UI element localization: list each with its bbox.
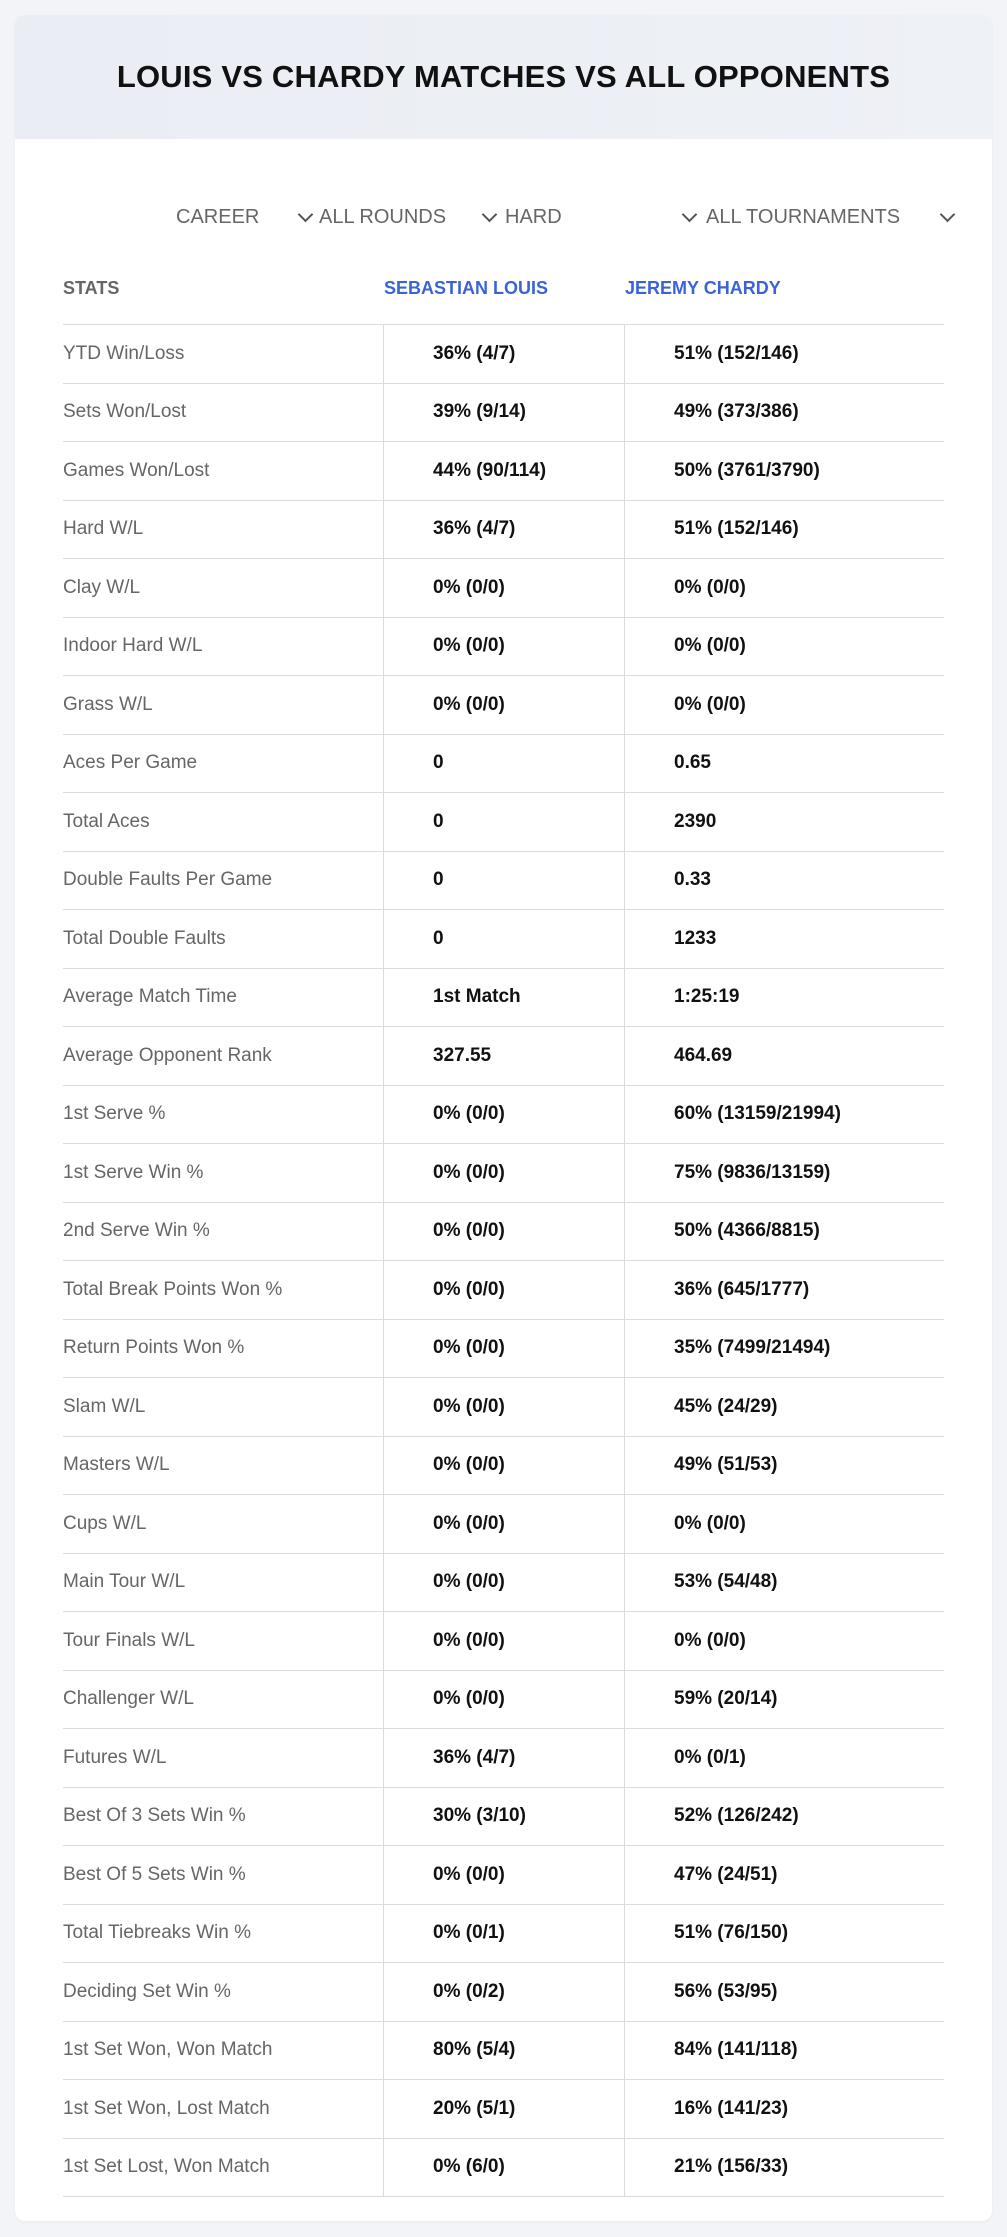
player1-value: 0% (0/0) xyxy=(383,676,624,734)
table-row xyxy=(63,1378,944,1437)
stat-label: Slam W/L xyxy=(63,1395,146,1417)
player2-value: 0% (0/0) xyxy=(624,1495,944,1553)
table-row xyxy=(63,2022,944,2081)
chevron-down-icon xyxy=(298,206,314,222)
stat-label: Indoor Hard W/L xyxy=(63,635,203,657)
player1-value: 0 xyxy=(383,735,624,793)
player2-value: 51% (152/146) xyxy=(624,325,944,383)
stat-label: 1st Set Won, Lost Match xyxy=(63,2097,270,2119)
stat-label: Masters W/L xyxy=(63,1454,170,1476)
period-select-value: CAREER xyxy=(176,205,260,228)
player1-value: 327.55 xyxy=(383,1027,624,1085)
stat-label: 2nd Serve Win % xyxy=(63,1220,210,1242)
player2-value: 0% (0/0) xyxy=(624,676,944,734)
stat-label: 1st Serve % xyxy=(63,1103,166,1125)
table-row xyxy=(63,384,944,443)
player1-value: 0% (0/1) xyxy=(383,1905,624,1963)
player2-value: 1233 xyxy=(624,910,944,968)
round-select-value: ALL ROUNDS xyxy=(319,205,447,228)
filter-bar xyxy=(15,187,992,247)
round-select[interactable] xyxy=(319,187,495,247)
player1-value: 0% (0/0) xyxy=(383,1846,624,1904)
player1-value: 0% (0/0) xyxy=(383,618,624,676)
player1-value: 36% (4/7) xyxy=(383,325,624,383)
table-row xyxy=(63,969,944,1028)
stat-label: Games Won/Lost xyxy=(63,459,210,481)
stat-label: 1st Serve Win % xyxy=(63,1161,204,1183)
stat-label: Best Of 3 Sets Win % xyxy=(63,1805,246,1827)
player1-value: 0 xyxy=(383,852,624,910)
stats-column-header: STATS xyxy=(63,277,120,298)
table-row xyxy=(63,325,944,384)
player1-value: 0 xyxy=(383,910,624,968)
stats-card xyxy=(15,15,992,2221)
chevron-down-icon xyxy=(482,206,498,222)
table-row xyxy=(63,1086,944,1145)
player2-value: 56% (53/95) xyxy=(624,1963,944,2021)
player1-value: 0% (0/0) xyxy=(383,1144,624,1202)
period-select[interactable] xyxy=(176,187,311,247)
tournament-select[interactable] xyxy=(706,187,953,247)
stat-label: Clay W/L xyxy=(63,576,141,598)
table-row xyxy=(63,1261,944,1320)
surface-select[interactable] xyxy=(505,187,695,247)
player2-value: 47% (24/51) xyxy=(624,1846,944,1904)
player2-value: 59% (20/14) xyxy=(624,1671,944,1729)
player1-value: 0% (0/2) xyxy=(383,1963,624,2021)
player1-value: 0 xyxy=(383,793,624,851)
table-row xyxy=(63,1671,944,1730)
player1-value: 0% (0/0) xyxy=(383,1437,624,1495)
player2-value: 0.65 xyxy=(624,735,944,793)
page-title: LOUIS VS CHARDY MATCHES VS ALL OPPONENTS xyxy=(116,59,891,94)
table-row xyxy=(63,442,944,501)
stat-label: Best Of 5 Sets Win % xyxy=(63,1863,246,1885)
table-row xyxy=(63,793,944,852)
table-row xyxy=(63,1612,944,1671)
surface-select-value: HARD xyxy=(505,205,562,228)
player2-value: 0% (0/0) xyxy=(624,1612,944,1670)
player2-value: 49% (373/386) xyxy=(624,384,944,442)
player1-value: 80% (5/4) xyxy=(383,2022,624,2080)
stat-label: Futures W/L xyxy=(63,1746,167,1768)
stat-label: Average Opponent Rank xyxy=(63,1044,272,1066)
player1-value: 30% (3/10) xyxy=(383,1788,624,1846)
player1-value: 1st Match xyxy=(383,969,624,1027)
player2-column-header[interactable]: JEREMY CHARDY xyxy=(625,277,781,298)
table-row xyxy=(63,852,944,911)
player2-value: 50% (3761/3790) xyxy=(624,442,944,500)
player2-value: 52% (126/242) xyxy=(624,1788,944,1846)
stat-label: Total Aces xyxy=(63,810,150,832)
player1-value: 0% (0/0) xyxy=(383,1203,624,1261)
table-row xyxy=(63,1554,944,1613)
player2-value: 21% (156/33) xyxy=(624,2139,944,2197)
table-row xyxy=(63,1729,944,1788)
player1-value: 36% (4/7) xyxy=(383,501,624,559)
table-header-row xyxy=(63,251,944,325)
player2-value: 51% (152/146) xyxy=(624,501,944,559)
table-row xyxy=(63,618,944,677)
player2-value: 0% (0/1) xyxy=(624,1729,944,1787)
stat-label: Sets Won/Lost xyxy=(63,401,187,423)
chevron-down-icon xyxy=(682,206,698,222)
player2-value: 60% (13159/21994) xyxy=(624,1086,944,1144)
stat-label: 1st Set Won, Won Match xyxy=(63,2039,273,2061)
player2-value: 0% (0/0) xyxy=(624,559,944,617)
stat-label: YTD Win/Loss xyxy=(63,342,185,364)
stat-label: Cups W/L xyxy=(63,1512,147,1534)
player2-value: 75% (9836/13159) xyxy=(624,1144,944,1202)
stats-table xyxy=(63,251,944,2197)
stat-label: Challenger W/L xyxy=(63,1688,194,1710)
stat-label: Double Faults Per Game xyxy=(63,869,273,891)
player2-value: 0% (0/0) xyxy=(624,618,944,676)
stat-label: Hard W/L xyxy=(63,518,144,540)
player1-value: 0% (0/0) xyxy=(383,559,624,617)
table-row xyxy=(63,1027,944,1086)
table-row xyxy=(63,1905,944,1964)
player1-value: 39% (9/14) xyxy=(383,384,624,442)
card-header xyxy=(15,15,992,139)
player2-value: 50% (4366/8815) xyxy=(624,1203,944,1261)
player1-value: 36% (4/7) xyxy=(383,1729,624,1787)
player2-value: 45% (24/29) xyxy=(624,1378,944,1436)
player1-value: 0% (0/0) xyxy=(383,1261,624,1319)
stat-label: Total Double Faults xyxy=(63,927,226,949)
player1-column-header[interactable]: SEBASTIAN LOUIS xyxy=(384,277,549,298)
table-row xyxy=(63,1963,944,2022)
chevron-down-icon xyxy=(940,206,956,222)
player1-value: 20% (5/1) xyxy=(383,2080,624,2138)
table-row xyxy=(63,2139,944,2198)
player1-value: 0% (0/0) xyxy=(383,1086,624,1144)
player2-value: 1:25:19 xyxy=(624,969,944,1027)
player1-value: 0% (0/0) xyxy=(383,1378,624,1436)
player1-value: 0% (0/0) xyxy=(383,1612,624,1670)
stat-label: Main Tour W/L xyxy=(63,1571,186,1593)
table-row xyxy=(63,1203,944,1262)
player2-value: 51% (76/150) xyxy=(624,1905,944,1963)
player2-value: 0.33 xyxy=(624,852,944,910)
stat-label: Return Points Won % xyxy=(63,1337,245,1359)
player2-value: 36% (645/1777) xyxy=(624,1261,944,1319)
player2-value: 16% (141/23) xyxy=(624,2080,944,2138)
stat-label: 1st Set Lost, Won Match xyxy=(63,2156,270,2178)
table-row xyxy=(63,1495,944,1554)
table-row xyxy=(63,2080,944,2139)
stat-label: Average Match Time xyxy=(63,986,237,1008)
player2-value: 35% (7499/21494) xyxy=(624,1320,944,1378)
table-row xyxy=(63,501,944,560)
stat-label: Aces Per Game xyxy=(63,752,198,774)
player2-value: 84% (141/118) xyxy=(624,2022,944,2080)
player1-value: 0% (0/0) xyxy=(383,1671,624,1729)
table-row xyxy=(63,1437,944,1496)
table-row xyxy=(63,1320,944,1379)
tournament-select-value: ALL TOURNAMENTS xyxy=(706,205,901,228)
table-body xyxy=(63,325,944,2197)
player1-value: 0% (0/0) xyxy=(383,1554,624,1612)
table-row xyxy=(63,559,944,618)
player1-value: 44% (90/114) xyxy=(383,442,624,500)
player2-value: 2390 xyxy=(624,793,944,851)
table-row xyxy=(63,1788,944,1847)
table-row xyxy=(63,910,944,969)
table-row xyxy=(63,1846,944,1905)
table-row xyxy=(63,735,944,794)
table-row xyxy=(63,1144,944,1203)
stat-label: Tour Finals W/L xyxy=(63,1629,195,1651)
player1-value: 0% (0/0) xyxy=(383,1495,624,1553)
player2-value: 49% (51/53) xyxy=(624,1437,944,1495)
player2-value: 464.69 xyxy=(624,1027,944,1085)
player1-value: 0% (0/0) xyxy=(383,1320,624,1378)
player1-value: 0% (6/0) xyxy=(383,2139,624,2197)
stat-label: Deciding Set Win % xyxy=(63,1980,231,2002)
table-row xyxy=(63,676,944,735)
player2-value: 53% (54/48) xyxy=(624,1554,944,1612)
stat-label: Grass W/L xyxy=(63,693,153,715)
stat-label: Total Break Points Won % xyxy=(63,1278,283,1300)
stat-label: Total Tiebreaks Win % xyxy=(63,1922,251,1944)
